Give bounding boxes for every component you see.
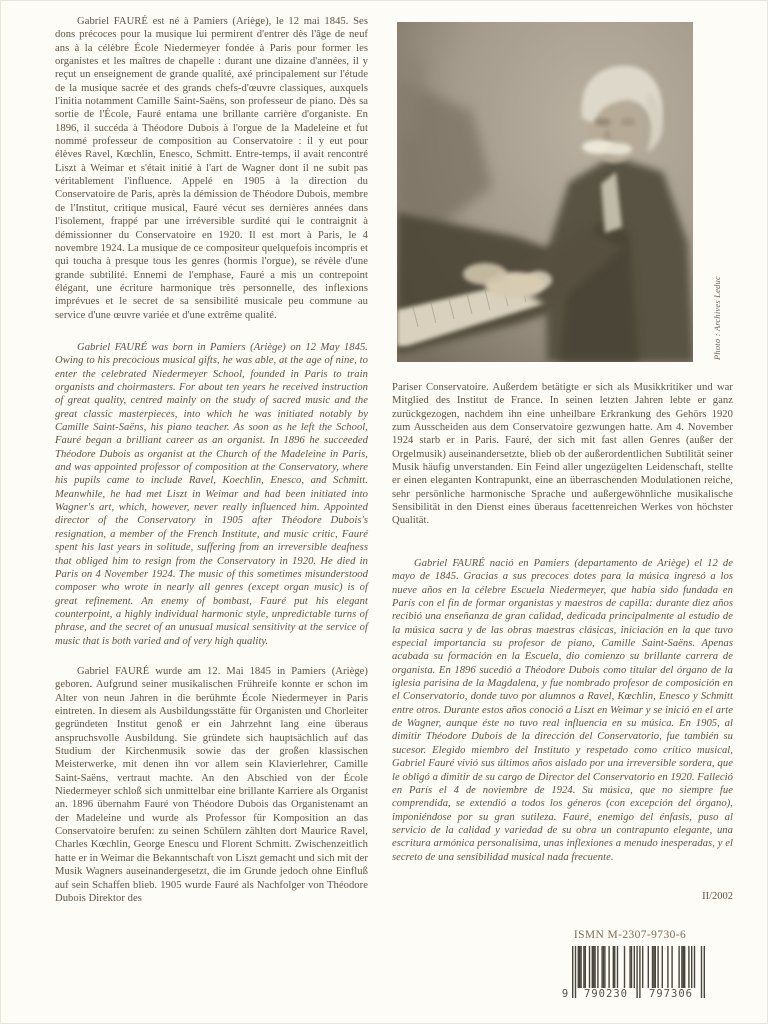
photo-credit: Photo : Archives Leduc — [712, 276, 722, 360]
bio-paragraph-spanish: Gabriel FAURÉ nació en Pamiers (departamento de Ariège) el 12 de mayo de 1845. Gracias a sus precoces dotes para la música ingresó a los nueve años en la célebre Escuela Niedermeyer, que había sido fundada en París con el fin de formar organistas y maestros de capilla: durante diez años recibió una enseñanza de gran calidad, dedicada principalmente al estudio de la música sacra y de las obras maestras clásicas, iniciación en la que tuvo especial importancia su profesor de piano, Camille Saint-Saëns. Apenas acabada su formación en la Escuela, dio comienzo su brillante carrera de organista. En 1896 sucedió a Théodore Dubois como titular del órgano de la iglesia parisina de la Magdalena, y fue nombrado profesor de composición en el Conservatorio, donde tuvo por alumnos a Ravel, Kœchlin, Enesco y Schmitt entre otros. Durante estos años conoció a Liszt en Weimar y se inició en el arte de Wagner, aunque éste no tuvo real influencia en su música. En 1905, al dimitir Théodore Dubois de la dirección del Conservatorio, fue también su sucesor. Elegido miembro del Instituto y respetado como crítico musical, Gabriel Fauré vivió sus últimos años aislado por una irreversible sordera, que le obligó a dimitir de su cargo de Director del Conservatorio en 1920. Falleció en París el 4 de noviembre de 1924. Su música, que no siempre fue comprendida, se extendió a todos los géneros (con excepción del órgano), imponiéndose por su gran sutileza. Fauré, enemigo del énfasis, puso al servicio de la calidad y variedad de su obra un contrapunto elegante, una escritura armónica personalísima, unas inflexiones a menudo inesperadas, y el secreto de una sensibilidad musical nada frecuente. — [392, 558, 733, 863]
ismn-label: ISMN M-2307-9730-6 — [573, 929, 687, 941]
faure-portrait-photo — [397, 22, 693, 362]
bio-paragraph-french: Gabriel FAURÉ est né à Pamiers (Ariège), le 12 mai 1845. Ses dons précoces pour la musique lui permirent d'entrer dès l'âge de neuf ans à la célèbre École Niedermeyer fondée à Paris pour former les organistes et les maîtres de chapelle : durant une dizaine d'années, il y reçut un enseignement de grande qualité, axé principalement sur l'étude de la musique sacrée et des grands chefs-d'œuvre classiques, auxquels l'initia notamment Camille Saint-Saëns, son professeur de piano. Dès sa sortie de l'École, Fauré entama une brillante carrière d'organiste. En 1896, il succéda à Théodore Dubois à l'orgue de la Madeleine et fut nommé professeur de composition au Conservatoire : il y eut pour élèves Ravel, Kœchlin, Enesco, Schmitt. Entre-temps, il avait rencontré Liszt à Weimar et s'était initié à l'art de Wagner dont il ne subit pas véritablement l'influence. Appelé en 1905 à la direction du Conservatoire de Paris, après la démission de Théodore Dubois, membre de l'Institut, critique musical, Fauré vécut ses dernières années dans l'isolement, frappé par une irréversible surdité qui le contraignit à démissionner du Conservatoire en 1920. Il est mort à Paris, le 4 novembre 1924. La musique de ce compositeur quelquefois incompris et qui toucha à presque tous les genres (hormis l'orgue), se révèle d'une grande subtilité. Ennemi de l'emphase, Fauré a mis un contrepoint élégant, une écriture harmonique très personnelle, des inflexions imprévues et le secret de sa sensibilité musicale peu commune au service d'une œuvre variée et d'une extrême qualité. — [55, 16, 368, 321]
ean13-barcode — [561, 946, 712, 1008]
bio-paragraph-english: Gabriel FAURÉ was born in Pamiers (Ariège) on 12 May 1845. Owing to his precocious musical gifts, he was able, at the age of nine, to enter the celebrated Niedermeyer School, founded in Paris to train organists and choirmasters. For about ten years he received instruction of great quality, centred mainly on the study of sacred music and the great classic masterpieces, into which he was initiated notably by Camille Saint-Saëns, his piano teacher. As soon as he left the School, Fauré began a brilliant career as an organist. In 1896 he succeeded Théodore Dubois as organist at the Church of the Madeleine in Paris, and was appointed professor of composition at the Conservatory, where his pupils came to include Ravel, Koechlin, Enesco, and Schmitt. Meanwhile, he had met Liszt in Weimar and had been initiated into Wagner's art, which, however, never really influenced him. Appointed director of the Conservatory in 1905 after Théodore Dubois's resignation, a member of the French Institute, and music critic, Fauré spent his last years in solitude, suffering from an irreversible deafness that obliged him to resign from the Conservatory in 1920. He died in Paris on 4 November 1924. The music of this sometimes misunderstood composer who wrote in nearly all genres (except organ music) is of great refinement. An enemy of bombast, Fauré put his elegant counterpoint, a highly individual harmonic style, unpredictable turns of phrase, and the secret of an unusual musical sensitivity at the service of music that is both varied and of very high quality. — [55, 342, 368, 647]
barcode-right-group: 797306 — [649, 988, 693, 1000]
edition-code: II/2002 — [702, 891, 733, 902]
barcode-left-group: 790230 — [584, 988, 628, 1000]
bio-paragraph-german-part1: Gabriel FAURÉ wurde am 12. Mai 1845 in Pamiers (Ariège) geboren. Aufgrund seiner musikalischen Frühreife konnte er schon im Alter von neun Jahren in die berühmte École Niedermeyer in Paris eintreten. In diesem als Ausbildungsstätte für Organisten und Chorleiter gegründeten Institut genoß er ein Jahrzehnt lang eine überaus anspruchsvolle Ausbildung. Sie gründete sich hauptsächlich auf das Studium der Kirchenmusik sowie das der großen klassischen Meisterwerke, mit denen ihn vor allem sein Klavierlehrer, Camille Saint-Saëns, vertraut machte. An den Abschied von der École Niedermeyer schloß sich unmittelbar eine brillante Karriere als Organist an. 1896 übernahm Fauré von Théodore Dubois das Organistenamt an der Madeleine und wurde als Professor für Komposition an das Conservatoire berufen: zu seinen Schülern zählten dort Maurice Ravel, Charles Kœchlin, George Enescu und Florent Schmitt. Zwischenzeitlich hatte er in Weimar die Bekanntschaft von Liszt gemacht und sich mit der Musik Wagners auseinandergesetzt, die im Grunde jedoch ohne Einfluß auf sein Schaffen blieb. 1905 wurde Fauré als Nachfolger von Théodore Dubois Direktor des — [55, 666, 368, 904]
bio-paragraph-german-part2: Pariser Conservatoire. Außerdem betätigte er sich als Musikkritiker und war Mitglied des Institut de France. In seinen letzten Jahren lebte er ganz zurückgezogen, nachdem ihn eine unheilbare Erkrankung des Gehörs 1920 zum Ausscheiden aus dem Conservatoire gezwungen hatte. Am 4. November 1924 starb er in Paris. Fauré, der sich mit fast allen Genres (außer der Orgelmusik) auseinandersetzte, blieb ob der außerordentlichen Subtilität seiner Musik häufig unverstanden. Ein Feind aller ungezügelten Leidenschaft, stellte er einen eleganten Kontrapunkt, eine an überraschenden Modulationen reiche, sehr persönliche harmonische Sprache und außergewöhnliche musikalische Sensibilität in den Dienst eines überaus facettenreichen Werkes von höchster Qualität. — [392, 382, 733, 527]
barcode-lead-digit: 9 — [561, 988, 569, 1000]
faure-portrait-illustration — [397, 22, 693, 362]
